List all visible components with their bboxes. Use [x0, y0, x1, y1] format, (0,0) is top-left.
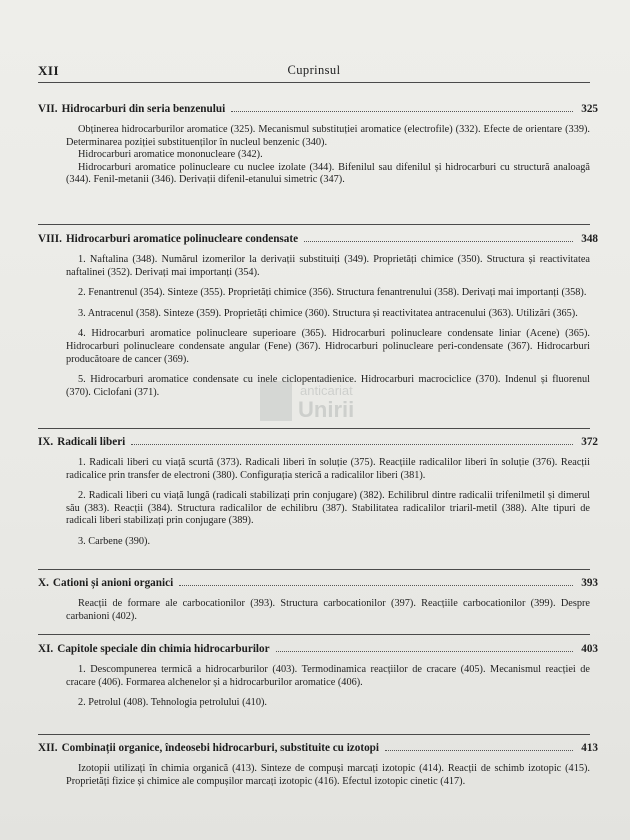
chapter-title: Capitole speciale din chimia hidrocarburilor [57, 643, 270, 655]
chapter-title: Hidrocarburi din seria benzenului [61, 103, 226, 115]
toc-entry: Hidrocarburi aromatice polinucleare cu nuclee izolate (344). Bifenilul sau difenilul și hidrocarburi cu structură analoagă (344). Fenil-metanii (346). Derivații difenil-etanului simetric (347). [66, 161, 590, 186]
chapter-page: 348 [581, 233, 598, 245]
header-rule [38, 82, 590, 83]
toc-chapter-viii [38, 233, 598, 399]
toc-entry: 2. Radicali liberi cu viață lungă (radicali stabilizați prin conjugare) (382). Echilibrul dintre radicalii trifenilmetil și dimerul său (383). Reacții (384). Structura radicalilor de echilibru (387). Stabilitatea radicalilor triaril-metil (388). Alte tipuri de radicali liberi stabilizați prin conjugare (389). [66, 490, 590, 527]
chapter-number: VII. [38, 103, 58, 115]
section-rule [38, 569, 590, 570]
chapter-page: 393 [581, 577, 598, 589]
toc-entry: 3. Carbene (390). [78, 535, 151, 547]
section-rule [38, 428, 590, 429]
chapter-title: Radicali liberi [57, 436, 126, 448]
chapter-page: 413 [581, 742, 598, 754]
chapter-number: VIII. [38, 233, 62, 245]
chapter-number: X. [38, 577, 49, 589]
toc-chapter-vii [38, 103, 598, 187]
toc-chapter-xii [38, 742, 598, 788]
running-title: Cuprinsul [287, 63, 341, 77]
chapter-title: Combinații organice, îndeosebi hidrocarburi, substituite cu izotopi [61, 742, 380, 754]
chapter-title: Cationi și anioni organici [52, 577, 174, 589]
toc-entry: Izotopii utilizați în chimia organică (413). Sinteze de compuși marcați izotopic (414). Reacții de schimb izotopic (415). Proprietăți fizice și chimice ale compușilor marcați izotopic (416). Efectul izotopic cinetic (417). [66, 763, 590, 787]
chapter-number: XII. [38, 742, 58, 754]
toc-entry: 4. Hidrocarburi aromatice polinucleare superioare (365). Hidrocarburi polinucleare condensate liniar (Acene) (365). Hidrocarburi polinucleare condensate angular (Fene) (367). Hidrocarburi polinucleare peri-condensate (367). Hidrocarburi producătoare de cancer (369). [66, 328, 590, 365]
toc-entry: Obținerea hidrocarburilor aromatice (325). Mecanismul substituției aromatice (electrofile) (332). Efecte de orientare (339). Determinarea poziției substituenților în nucleul benzenic (340). [66, 124, 590, 148]
page-number: XII [38, 63, 60, 78]
chapter-title: Hidrocarburi aromatice polinucleare condensate [65, 233, 299, 245]
toc-entry: Reacții de formare ale carbocationilor (393). Structura carbocationilor (397). Reacțiile carbocationilor (399). Despre carbanioni (402). [66, 598, 590, 622]
section-rule [38, 734, 590, 735]
toc-entry: 3. Antracenul (358). Sinteze (359). Proprietăți chimice (360). Structura și reactivitatea antracenului (363). Utilizări (365). [78, 307, 578, 319]
toc-entry: 2. Petrolul (408). Tehnologia petrolului (410). [78, 697, 267, 709]
leader-dots [276, 651, 574, 652]
chapter-page: 325 [581, 103, 598, 115]
leader-dots [304, 241, 573, 242]
watermark-text-top: anticariat [300, 383, 353, 398]
chapter-page: 403 [581, 643, 598, 655]
leader-dots [131, 444, 573, 445]
chapter-page: 372 [581, 436, 598, 448]
toc-chapter-xi [38, 643, 598, 710]
section-rule [38, 224, 590, 225]
toc-chapter-x [38, 577, 598, 623]
toc-entry: 2. Fenantrenul (354). Sinteze (355). Proprietăți chimice (356). Structura fenantrenului (358). Derivați mai importanți (358). [78, 287, 587, 299]
chapter-number: XI. [38, 643, 54, 655]
toc-entry: 1. Radicali liberi cu viață scurtă (373). Radicali liberi în soluție (375). Reacțiile radicalilor liberi în soluție (376). Reacții radicalice prin transfer de electroni (380). Configurația sterică a radicalilor liberi (381). [66, 457, 590, 481]
watermark-emblem [260, 381, 292, 421]
toc-entry: 5. Hidrocarburi aromatice condensate cu inele ciclopentadienice. Hidrocarburi macrociclice (370). Indenul și fluorenul (370). Ciclofani (371). [66, 374, 590, 398]
page-header [38, 63, 590, 81]
section-rule [38, 634, 590, 635]
chapter-number: IX. [38, 436, 54, 448]
watermark-logo [252, 381, 384, 427]
toc-entry: 1. Naftalina (348). Numărul izomerilor la derivații substituiți (349). Proprietăți chimice (350). Structura și reactivitatea naftalinei (352). Derivați mai importanți (354). [66, 254, 590, 278]
leader-dots [179, 585, 573, 586]
leader-dots [385, 750, 573, 751]
toc-chapter-ix [38, 436, 598, 549]
toc-entry: 1. Descompunerea termică a hidrocarburilor (403). Termodinamica reacțiilor de cracare (405). Mecanismul reacției de cracare (406). Formarea alchenelor și a hidrocarburilor aromatice (406). [66, 664, 590, 688]
toc-entry: Hidrocarburi aromatice mononucleare (342). [78, 149, 263, 161]
leader-dots [231, 111, 573, 112]
watermark-text-main: Unirii [298, 397, 355, 422]
